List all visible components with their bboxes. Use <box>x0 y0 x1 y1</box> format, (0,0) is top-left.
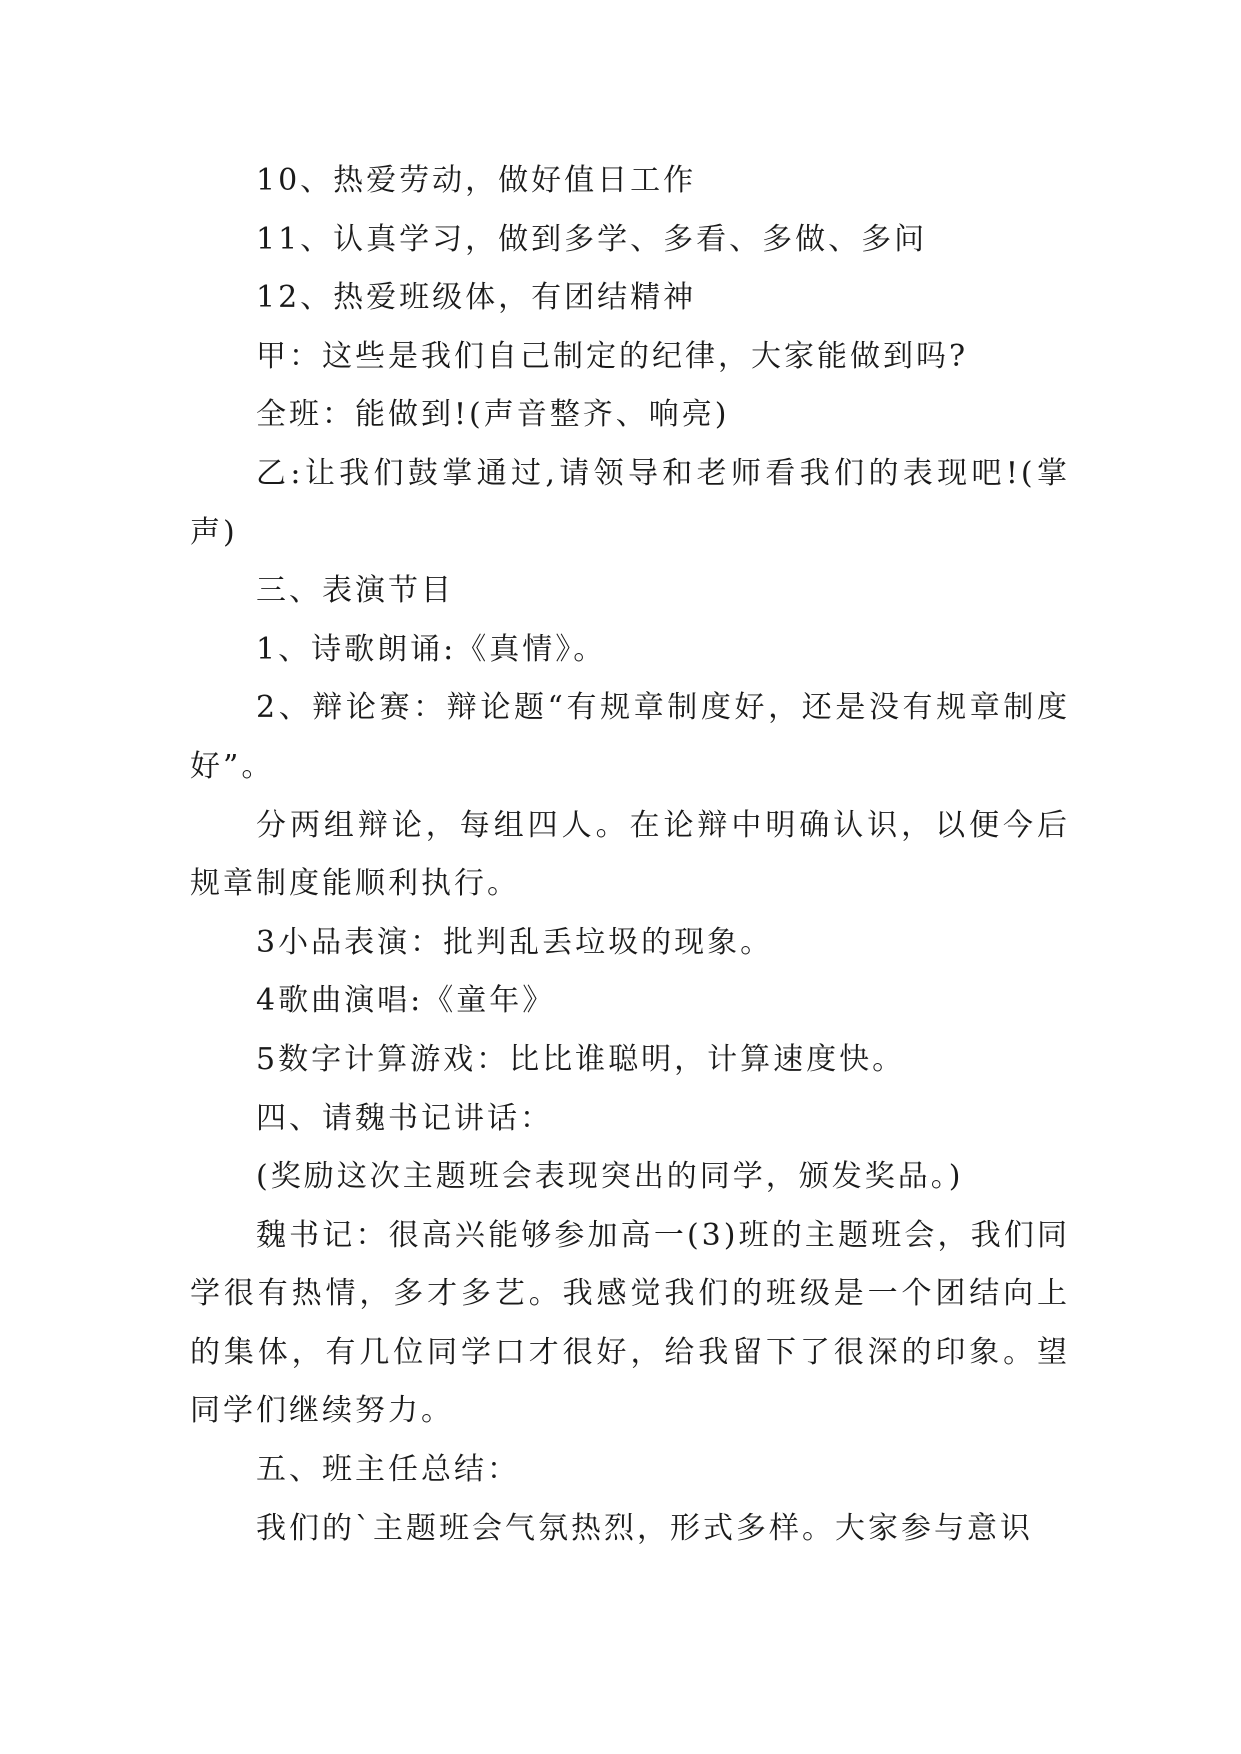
paragraph-poetry-recital: 1、诗歌朗诵:《真情》。 <box>256 631 607 667</box>
paragraph-sketch: 3小品表演：批判乱丢垃圾的现象。 <box>256 924 774 960</box>
paragraph-whole-class: 全班：能做到!(声音整齐、响亮) <box>256 397 730 433</box>
paragraph-summary: 我们的`主题班会气氛热烈，形式多样。大家参与意识 <box>256 1510 1033 1546</box>
paragraph-rule-10: 10、热爱劳动，做好值日工作 <box>256 163 697 198</box>
paragraph-secretary-remarks: 魏书记：很高兴能够参加高一(3)班的主题班会，我们同学很有热情，多才多艺。我感觉我们的班级是一个团结向上的集体，有几位同学口才很好，给我留下了很深的印象。望同学们继续努力。 <box>190 1217 1070 1429</box>
paragraph-rule-12: 12、热爱班级体，有团结精神 <box>256 280 697 316</box>
paragraph-debate: 2、辩论赛：辩论题“有规章制度好，还是没有规章制度好”。 <box>190 690 1070 784</box>
section-heading-summary: 五、班主任总结： <box>256 1452 520 1488</box>
paragraph-rule-11: 11、认真学习，做到多学、多看、多做、多问 <box>256 221 928 257</box>
paragraph-speaker-a: 甲：这些是我们自己制定的纪律，大家能做到吗? <box>256 338 969 374</box>
section-heading-secretary-speech: 四、请魏书记讲话： <box>256 1100 553 1136</box>
document-body <box>190 152 1070 1558</box>
paragraph-speaker-b: 乙:让我们鼓掌通过,请领导和老师看我们的表现吧!(掌声) <box>190 455 1070 550</box>
paragraph-song: 4歌曲演唱:《童年》 <box>256 983 556 1019</box>
paragraph-debate-details: 分两组辩论，每组四人。在论辩中明确认识，以便今后规章制度能顺利执行。 <box>190 807 1070 902</box>
paragraph-math-game: 5数字计算游戏：比比谁聪明，计算速度快。 <box>256 1041 906 1077</box>
section-heading-performances: 三、表演节目 <box>256 573 454 609</box>
paragraph-awards: (奖励这次主题班会表现突出的同学，颁发奖品。) <box>256 1159 964 1195</box>
